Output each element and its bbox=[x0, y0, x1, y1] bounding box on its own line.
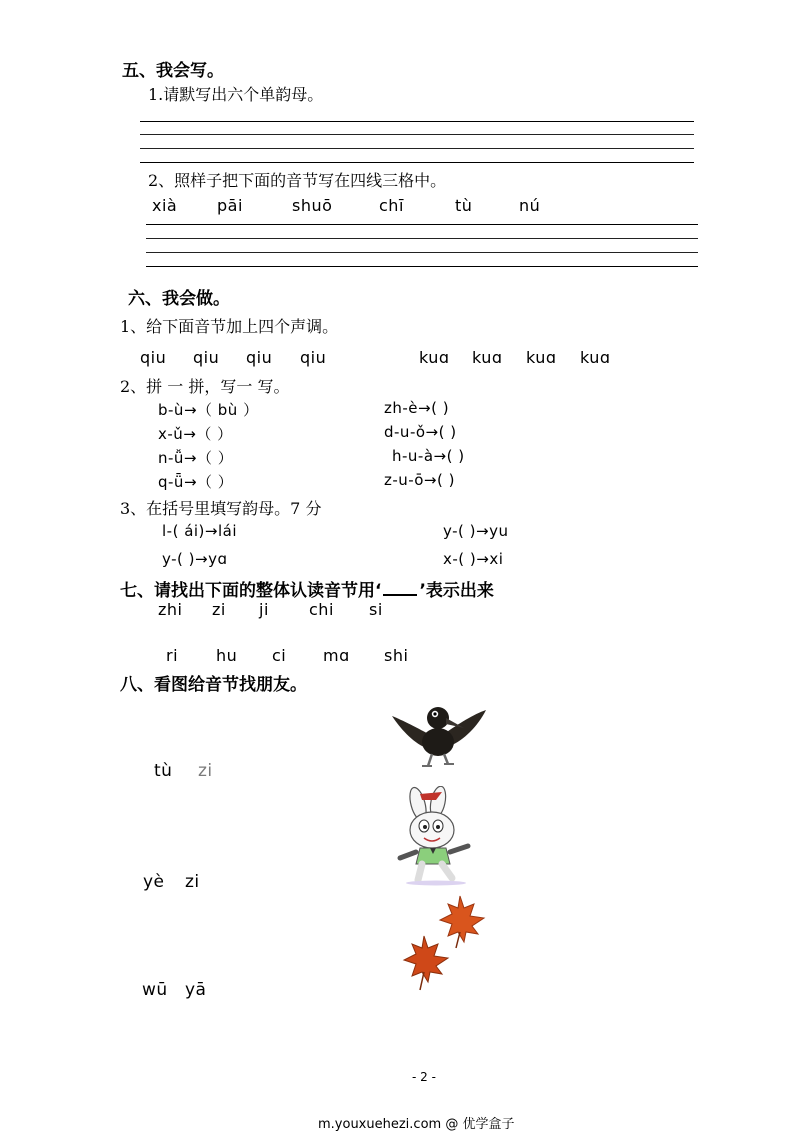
s5-question2: 2、照样子把下面的音节写在四线三格中。 bbox=[148, 171, 447, 190]
pair-syllable: wū bbox=[142, 980, 168, 1000]
syllable: shi bbox=[384, 646, 409, 665]
pair-syllable: zi bbox=[185, 872, 200, 892]
syllable: qiu bbox=[300, 348, 327, 367]
underline-mark bbox=[383, 580, 417, 596]
syllable: ri bbox=[166, 646, 179, 665]
syllable: nú bbox=[519, 196, 541, 215]
spell-item: b-ù→（ bù ） bbox=[158, 401, 259, 419]
section7-heading bbox=[120, 576, 494, 601]
pair-syllable: yā bbox=[185, 980, 207, 1000]
fill-item: l-( ái)→lái bbox=[162, 522, 238, 540]
spell-item: n-ǚ→（ ） bbox=[158, 449, 234, 467]
s6-question3: 3、在括号里填写韵母。7 分 bbox=[120, 499, 322, 518]
syllable: tù bbox=[455, 196, 473, 215]
syllable: kuɑ bbox=[526, 348, 557, 367]
spell-item: h-u-à→( ) bbox=[392, 447, 465, 465]
rabbit-picture bbox=[392, 786, 484, 886]
section8-heading: 八、看图给音节找朋友。 bbox=[120, 675, 307, 695]
spell-item: z-u-ō→( ) bbox=[384, 471, 455, 489]
syllable: zi bbox=[212, 600, 226, 619]
syllable: si bbox=[369, 600, 383, 619]
syllable: kuɑ bbox=[419, 348, 450, 367]
syllable: shuō bbox=[292, 196, 333, 215]
syllable: pāi bbox=[217, 196, 243, 215]
syllable: chī bbox=[379, 196, 404, 215]
s6-question1: 1、给下面音节加上四个声调。 bbox=[120, 317, 339, 336]
syllable: chi bbox=[309, 600, 334, 619]
syllable: kuɑ bbox=[580, 348, 611, 367]
section5-heading: 五、我会写。 bbox=[122, 61, 224, 81]
footer-watermark: m.youxuehezi.com @ 优学盒子 bbox=[318, 1117, 515, 1132]
pair-syllable: tù bbox=[154, 761, 173, 781]
syllable: qiu bbox=[246, 348, 273, 367]
syllable: qiu bbox=[193, 348, 220, 367]
pair-syllable: zi bbox=[198, 761, 213, 781]
pair-syllable: yè bbox=[143, 872, 165, 892]
page-number: - 2 - bbox=[412, 1070, 436, 1084]
heading-text: 七、请找出下面的整体认读音节用‘ bbox=[120, 581, 382, 601]
s5-question1: 1.请默写出六个单韵母。 bbox=[148, 85, 324, 104]
spell-item: d-u-ǒ→( ) bbox=[384, 423, 457, 441]
syllable: ji bbox=[259, 600, 269, 619]
syllable: xià bbox=[152, 196, 178, 215]
syllable: ci bbox=[272, 646, 287, 665]
fill-item: y-( )→yɑ bbox=[162, 550, 228, 568]
heading-text: ’表示出来 bbox=[419, 581, 494, 601]
maple-leaves-picture bbox=[398, 892, 490, 996]
section6-heading: 六、我会做。 bbox=[128, 289, 230, 309]
spell-item: zh-è→( ) bbox=[384, 399, 450, 417]
s6-question2: 2、拼 一 拼，写一 写。 bbox=[120, 377, 290, 396]
crow-picture bbox=[388, 698, 488, 772]
fill-item: x-( )→xi bbox=[443, 550, 504, 568]
syllable: zhi bbox=[158, 600, 183, 619]
syllable: qiu bbox=[140, 348, 167, 367]
syllable: kuɑ bbox=[472, 348, 503, 367]
fill-item: y-( )→yu bbox=[443, 522, 509, 540]
syllable: mɑ bbox=[323, 646, 350, 665]
spell-item: q-ǖ→（ ） bbox=[158, 473, 234, 491]
spell-item: x-ǔ→（ ） bbox=[158, 425, 233, 443]
syllable: hu bbox=[216, 646, 238, 665]
